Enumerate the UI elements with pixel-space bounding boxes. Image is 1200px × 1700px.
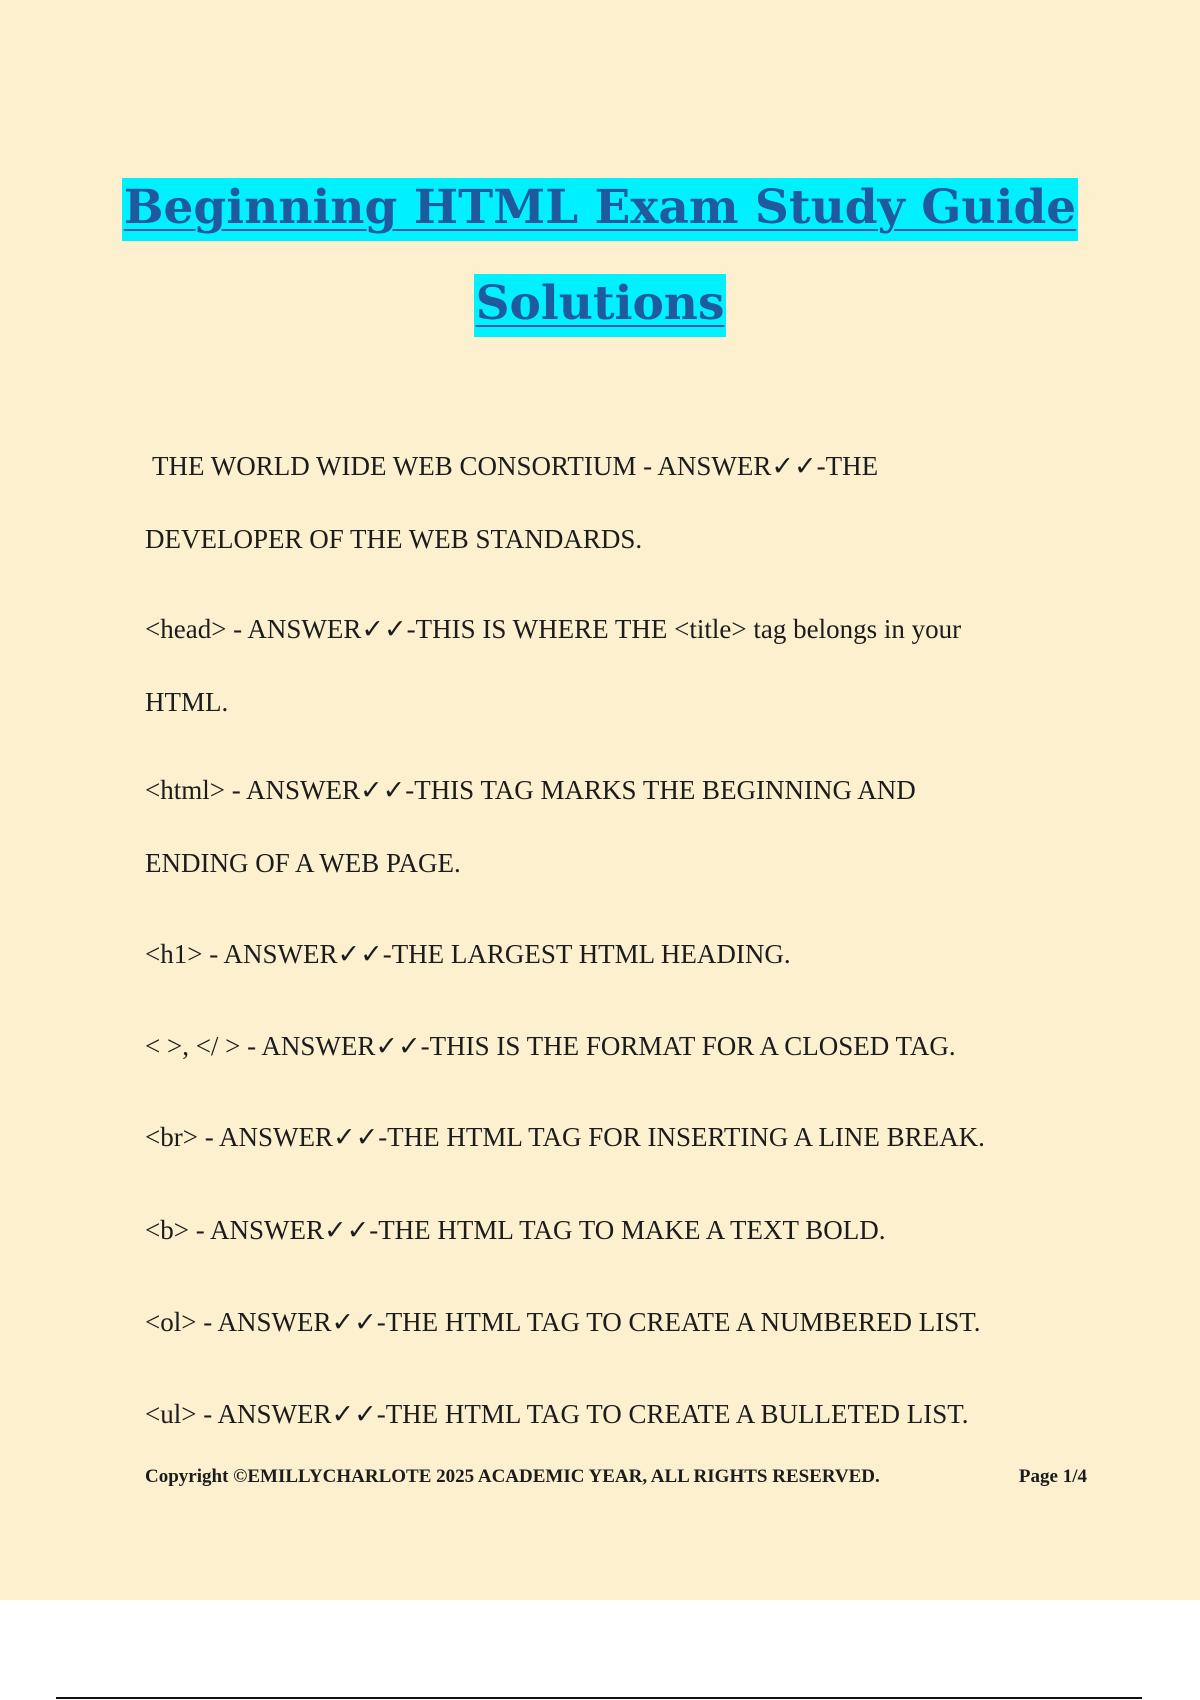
qa-line: < >, </ > - ANSWER✓✓-THIS IS THE FORMAT FOR A CLOSED TAG. [145,1031,956,1061]
qa-line: THE WORLD WIDE WEB CONSORTIUM - ANSWER✓✓-THE [152,451,879,481]
qa-entry-ul [145,1378,1085,1451]
title-line-2 [0,256,1200,352]
qa-entry-ol [145,1286,1085,1359]
qa-line: <h1> - ANSWER✓✓-THE LARGEST HTML HEADING. [145,939,791,969]
title-line-1 [0,160,1200,256]
qa-entry-w3c [145,430,1085,576]
qa-line: <ol> - ANSWER✓✓-THE HTML TAG TO CREATE A NUMBERED LIST. [145,1307,981,1337]
title-text-1: Beginning HTML Exam Study Guide [122,178,1078,241]
qa-entry-b [145,1194,1085,1267]
qa-line: <head> - ANSWER✓✓-THIS IS WHERE THE <title> tag belongs in your [145,614,962,644]
qa-line: <br> - ANSWER✓✓-THE HTML TAG FOR INSERTING A LINE BREAK. [145,1122,985,1152]
page-number: Page 1/4 [1018,1466,1087,1487]
qa-entry-br [145,1101,1085,1174]
qa-line: <html> - ANSWER✓✓-THIS TAG MARKS THE BEGINNING AND [145,775,916,805]
qa-entry-h1 [145,918,1085,991]
qa-entry-html [145,754,1085,900]
qa-line: <ul> - ANSWER✓✓-THE HTML TAG TO CREATE A BULLETED LIST. [145,1399,969,1429]
document-title [0,160,1200,352]
qa-entry-head [145,593,1085,739]
qa-entry-closed-tag [145,1010,1085,1083]
page-footer [145,1466,1087,1488]
copyright-notice: Copyright ©EMILLYCHARLOTE 2025 ACADEMIC YEAR, ALL RIGHTS RESERVED. [145,1466,880,1487]
title-text-2: Solutions [474,274,727,337]
qa-line: ENDING OF A WEB PAGE. [145,848,461,878]
qa-line: HTML. [145,687,229,717]
qa-line: DEVELOPER OF THE WEB STANDARDS. [145,524,643,554]
page-divider [56,1697,1142,1699]
qa-line: <b> - ANSWER✓✓-THE HTML TAG TO MAKE A TEXT BOLD. [145,1215,886,1245]
